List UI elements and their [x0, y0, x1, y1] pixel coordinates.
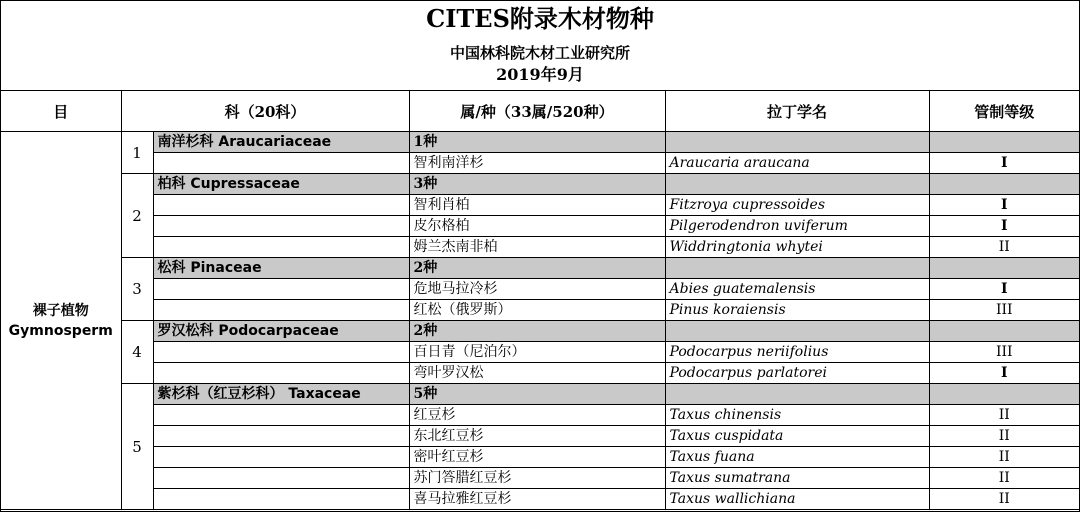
- species-name-cn: 姆兰杰南非柏: [409, 237, 665, 258]
- family-level-empty: [929, 132, 1079, 153]
- control-level: III: [929, 342, 1079, 363]
- column-header-genus: 属/种（33属/520种）: [409, 91, 665, 132]
- species-latin-name: Pinus koraiensis: [665, 300, 929, 321]
- document-date: 2019年9月: [496, 65, 584, 84]
- species-table: [1, 91, 1079, 510]
- species-latin-name: Taxus sumatrana: [665, 468, 929, 489]
- family-number: 3: [121, 258, 153, 321]
- control-level: II: [929, 405, 1079, 426]
- species-latin-name: Taxus chinensis: [665, 405, 929, 426]
- species-row: [1, 426, 1079, 447]
- family-row: [1, 321, 1079, 342]
- species-latin-name: Podocarpus parlatorei: [665, 363, 929, 384]
- species-latin-name: Widdringtonia whytei: [665, 237, 929, 258]
- control-level: I: [929, 153, 1079, 174]
- family-row: [1, 384, 1079, 405]
- family-number: 4: [121, 321, 153, 384]
- family-name-empty: [153, 468, 409, 489]
- family-name: 南洋杉科 Araucariaceae: [153, 132, 409, 153]
- family-level-empty: [929, 321, 1079, 342]
- species-name-cn: 红松（俄罗斯）: [409, 300, 665, 321]
- species-latin-name: Taxus fuana: [665, 447, 929, 468]
- species-latin-name: Pilgerodendron uviferum: [665, 216, 929, 237]
- table-header-row: [1, 91, 1079, 132]
- family-species-count: 2种: [409, 321, 665, 342]
- species-row: [1, 342, 1079, 363]
- family-number: 1: [121, 132, 153, 174]
- species-row: [1, 216, 1079, 237]
- species-latin-name: Fitzroya cupressoides: [665, 195, 929, 216]
- family-level-empty: [929, 258, 1079, 279]
- species-name-cn: 东北红豆杉: [409, 426, 665, 447]
- control-level: I: [929, 279, 1079, 300]
- family-name-empty: [153, 216, 409, 237]
- column-header-level: 管制等级: [929, 91, 1079, 132]
- species-name-cn: 智利南洋杉: [409, 153, 665, 174]
- control-level: II: [929, 489, 1079, 510]
- control-level: I: [929, 195, 1079, 216]
- column-header-family: 科（20科）: [121, 91, 409, 132]
- species-row: [1, 363, 1079, 384]
- family-name: 柏科 Cupressaceae: [153, 174, 409, 195]
- family-name: 紫杉科（红豆杉科） Taxaceae: [153, 384, 409, 405]
- species-row: [1, 489, 1079, 510]
- species-row: [1, 300, 1079, 321]
- family-name-empty: [153, 195, 409, 216]
- family-latin-empty: [665, 132, 929, 153]
- family-name-empty: [153, 342, 409, 363]
- control-level: II: [929, 447, 1079, 468]
- family-latin-empty: [665, 321, 929, 342]
- control-level: II: [929, 468, 1079, 489]
- family-species-count: 2种: [409, 258, 665, 279]
- family-species-count: 3种: [409, 174, 665, 195]
- family-number: 5: [121, 384, 153, 510]
- species-row: [1, 447, 1079, 468]
- family-name-empty: [153, 405, 409, 426]
- family-name-empty: [153, 426, 409, 447]
- species-row: [1, 195, 1079, 216]
- species-row: [1, 237, 1079, 258]
- family-name-empty: [153, 237, 409, 258]
- control-level: II: [929, 426, 1079, 447]
- family-latin-empty: [665, 174, 929, 195]
- order-cell: [1, 132, 121, 510]
- species-latin-name: Taxus cuspidata: [665, 426, 929, 447]
- species-name-cn: 百日青（尼泊尔）: [409, 342, 665, 363]
- family-level-empty: [929, 384, 1079, 405]
- species-name-cn: 危地马拉冷杉: [409, 279, 665, 300]
- title-block: [1, 1, 1079, 91]
- species-name-cn: 弯叶罗汉松: [409, 363, 665, 384]
- family-level-empty: [929, 174, 1079, 195]
- family-name-empty: [153, 489, 409, 510]
- family-name-empty: [153, 300, 409, 321]
- family-latin-empty: [665, 258, 929, 279]
- family-species-count: 5种: [409, 384, 665, 405]
- institution-name: 中国林科院木材工业研究所: [449, 44, 630, 62]
- document-title: CITES附录木材物种: [426, 4, 654, 33]
- family-row: [1, 132, 1079, 153]
- family-name-empty: [153, 153, 409, 174]
- species-name-cn: 智利肖柏: [409, 195, 665, 216]
- control-level: II: [929, 237, 1079, 258]
- family-name-empty: [153, 447, 409, 468]
- family-name-empty: [153, 279, 409, 300]
- control-level: I: [929, 363, 1079, 384]
- family-name: 罗汉松科 Podocarpaceae: [153, 321, 409, 342]
- column-header-latin: 拉丁学名: [665, 91, 929, 132]
- family-row: [1, 258, 1079, 279]
- family-name-empty: [153, 363, 409, 384]
- family-latin-empty: [665, 384, 929, 405]
- species-name-cn: 红豆杉: [409, 405, 665, 426]
- species-latin-name: Abies guatemalensis: [665, 279, 929, 300]
- species-row: [1, 405, 1079, 426]
- family-species-count: 1种: [409, 132, 665, 153]
- species-name-cn: 苏门答腊红豆杉: [409, 468, 665, 489]
- family-number: 2: [121, 174, 153, 258]
- species-latin-name: Araucaria araucana: [665, 153, 929, 174]
- species-latin-name: Taxus wallichiana: [665, 489, 929, 510]
- control-level: I: [929, 216, 1079, 237]
- species-name-cn: 皮尔格柏: [409, 216, 665, 237]
- species-name-cn: 喜马拉雅红豆杉: [409, 489, 665, 510]
- column-header-order: 目: [1, 91, 121, 132]
- control-level: III: [929, 300, 1079, 321]
- species-row: [1, 153, 1079, 174]
- family-name: 松科 Pinaceae: [153, 258, 409, 279]
- family-row: [1, 174, 1079, 195]
- order-name-en: Gymnosperm: [8, 322, 113, 339]
- species-name-cn: 密叶红豆杉: [409, 447, 665, 468]
- species-row: [1, 468, 1079, 489]
- species-latin-name: Podocarpus neriifolius: [665, 342, 929, 363]
- order-name-cn: 裸子植物: [32, 302, 89, 319]
- species-row: [1, 279, 1079, 300]
